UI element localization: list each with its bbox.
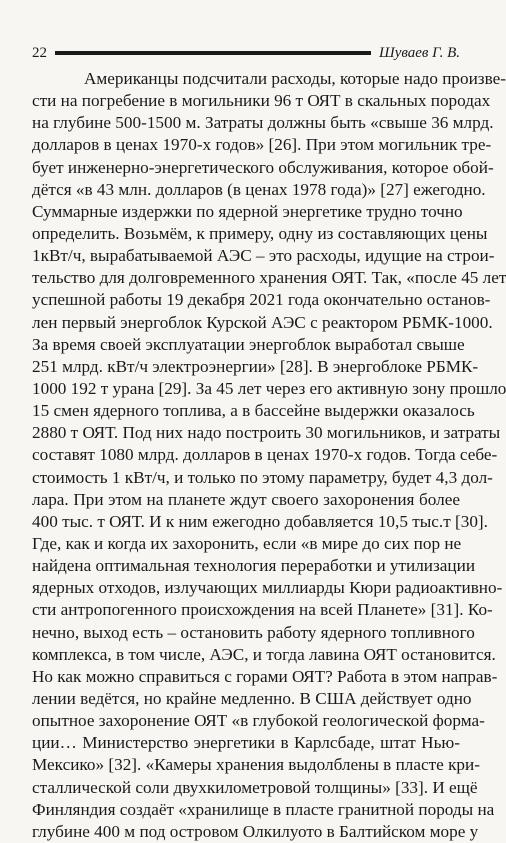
text-line: ции… Министерство энергетики в Карлсбаде, штат Нью-: [32, 733, 460, 753]
header-rule: [55, 51, 371, 55]
text-line: 1000 192 т урана [29]. За 45 лет через его активную зону прошло: [32, 378, 506, 398]
running-author: Шуваев Г. В.: [379, 45, 460, 61]
text-line: Но как можно справиться с горами ОЯТ? Работа в этом направ-: [32, 666, 498, 686]
text-line: Где, как и когда их захоронить, если «в мире до сих пор не: [32, 533, 462, 553]
text-line: долларов в ценах 1970-х годов» [26]. При этом могильник тре-: [32, 135, 492, 155]
text-line: 1кВт/ч, вырабатываемой АЭС – это расходы, идущие на строи-: [32, 246, 495, 266]
body-text: [32, 68, 506, 843]
text-line: дётся «в 43 млн. долларов (в ценах 1978 года)» [27] ежегодно.: [32, 179, 486, 199]
text-line: Финляндия создаёт «хранилище в пласте гранитной породы на: [32, 799, 495, 819]
text-line: 2880 т ОЯТ. Под них надо построить 30 могильников, и затраты: [32, 423, 501, 443]
text-line: определить. Возьмём, к примеру, одну из составляющих цены: [32, 223, 488, 243]
text-line: комплекса, в том числе, АЭС, и тогда лавина ОЯТ остановится.: [32, 644, 496, 664]
page-number: 22: [32, 45, 47, 61]
text-line: лен первый энергоблок Курской АЭС с реактором РБМК-1000.: [32, 312, 493, 332]
text-line: стоимость 1 кВт/ч, и только по этому параметру, будет 4,3 дол-: [32, 467, 493, 487]
text-line: 400 тыс. т ОЯТ. И к ним ежегодно добавляется 10,5 тыс.т [30].: [32, 511, 488, 531]
text-line: опытное захоронение ОЯТ «в глубокой геологической форма-: [32, 711, 485, 731]
text-line: 251 млрд. кВт/ч электроэнергии» [28]. В энергоблоке РБМК-: [32, 356, 479, 376]
text-line: глубине 400 м под островом Олкилуото в Балтийском море у: [32, 821, 479, 841]
text-line: лара. При этом на планете ждут своего захоронения более: [32, 489, 460, 509]
text-line: Американцы подсчитали расходы, которые надо произве-: [84, 69, 506, 88]
text-line: составят 1080 млрд. долларов в ценах 1970-х годов. Тогда себе-: [32, 445, 498, 465]
text-line: ядерных отходов, излучающих миллиарды Кюри радиоактивно-: [32, 578, 503, 598]
text-line: сталлической соли двухкилометровой толщины» [33]. И ещё: [32, 777, 478, 797]
text-line: бует инженерно-энергетического обслуживания, которое обой-: [32, 157, 494, 177]
running-header: [32, 43, 460, 63]
text-line: на глубине 500-1500 м. Затраты должны быть «свыше 36 млрд.: [32, 113, 494, 133]
text-line: нечно, выход есть – остановить работу ядерного топливного: [32, 622, 475, 642]
text-line: лении ведётся, но крайне медленно. В США действует одно: [32, 688, 472, 708]
text-line: Мексико» [32]. «Камеры хранения выдолблены в пласте кри-: [32, 755, 480, 775]
text-line: успешной работы 19 декабря 2021 года окончательно останов-: [32, 290, 491, 310]
text-line: тельство для долговременного хранения ОЯТ. Так, «после 45 лет: [32, 268, 506, 288]
text-line: 15 смен ядерного топлива, а в бассейне выдержки оказалось: [32, 401, 475, 421]
text-line: За время своей эксплуатации энергоблок выработал свыше: [32, 334, 465, 354]
text-line: Суммарные издержки по ядерной энергетике трудно точно: [32, 201, 463, 221]
text-line: сти на погребение в могильники 96 т ОЯТ в скальных породах: [32, 91, 491, 111]
text-line: сти антропогенного происхождения на всей Планете» [31]. Ко-: [32, 600, 493, 620]
text-line: найдена оптимальная технология переработки и утилизации: [32, 556, 476, 576]
